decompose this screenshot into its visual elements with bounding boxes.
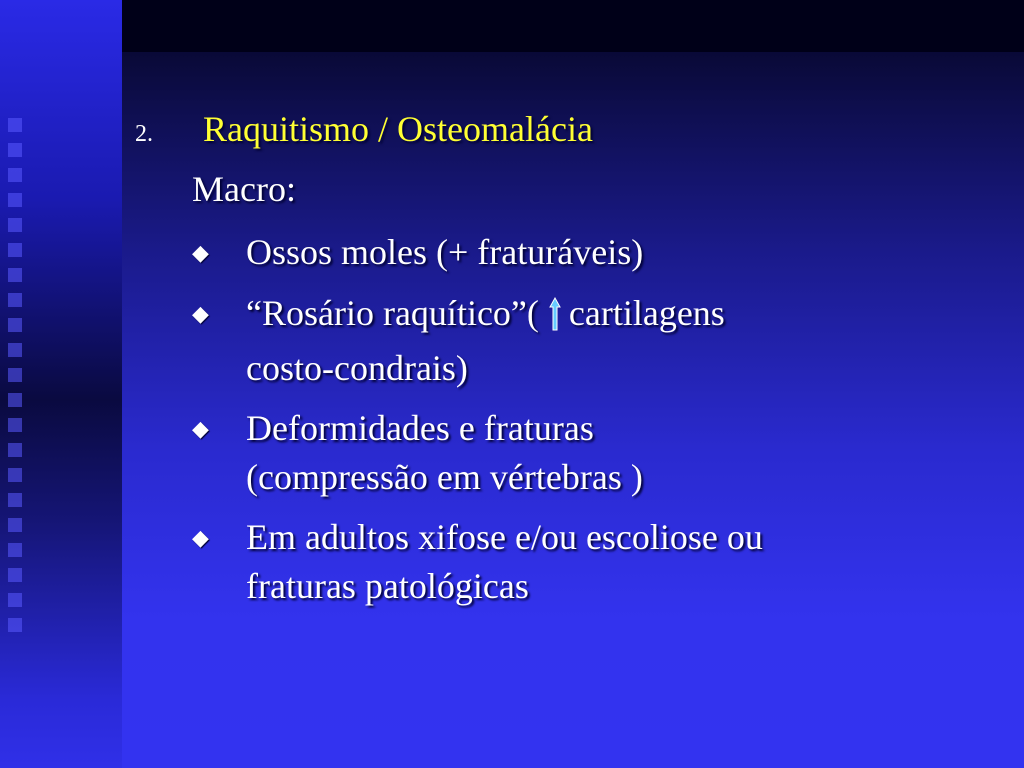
decorative-square bbox=[8, 343, 22, 357]
bullet-text-before-arrow: “Rosário raquítico”( bbox=[246, 293, 539, 333]
diamond-bullet-icon: ◆ bbox=[192, 416, 209, 441]
decorative-squares bbox=[6, 118, 34, 643]
bullet-item bbox=[186, 404, 916, 502]
bullet-text-after-arrow: cartilagens bbox=[568, 293, 725, 333]
decorative-square bbox=[8, 418, 22, 432]
bullet-line: fraturas patológicas bbox=[246, 566, 529, 606]
decorative-square bbox=[8, 468, 22, 482]
diamond-bullet-icon: ◆ bbox=[192, 240, 209, 265]
decorative-square bbox=[8, 543, 22, 557]
diamond-bullet-icon: ◆ bbox=[192, 301, 209, 326]
decorative-square bbox=[8, 393, 22, 407]
bullet-line: (compressão em vértebras ) bbox=[246, 457, 643, 497]
bullet-text bbox=[246, 289, 725, 393]
decorative-square bbox=[8, 493, 22, 507]
decorative-square bbox=[8, 518, 22, 532]
decorative-square bbox=[8, 268, 22, 282]
bullet-line: costo-condrais) bbox=[246, 348, 468, 388]
up-arrow-icon bbox=[549, 295, 561, 344]
section-number: 2. bbox=[135, 121, 153, 147]
slide-title: Raquitismo / Osteomalácia bbox=[203, 109, 593, 149]
bullet-text bbox=[246, 404, 643, 502]
decorative-square bbox=[8, 593, 22, 607]
bullet-item bbox=[186, 513, 916, 611]
bullet-line: Deformidades e fraturas bbox=[246, 408, 594, 448]
decorative-square bbox=[8, 318, 22, 332]
bullet-item bbox=[186, 228, 916, 278]
decorative-square bbox=[8, 143, 22, 157]
decorative-square bbox=[8, 568, 22, 582]
decorative-square bbox=[8, 293, 22, 307]
bullet-line bbox=[246, 289, 725, 344]
slide-title-row bbox=[135, 108, 593, 158]
bullet-text bbox=[246, 513, 763, 611]
bullet-text bbox=[246, 228, 643, 277]
bullet-line: Ossos moles (+ fraturáveis) bbox=[246, 232, 644, 272]
decorative-square bbox=[8, 618, 22, 632]
diamond-bullet-icon: ◆ bbox=[192, 525, 209, 550]
top-dark-band bbox=[122, 0, 1024, 52]
decorative-square bbox=[8, 243, 22, 257]
decorative-square bbox=[8, 218, 22, 232]
decorative-square bbox=[8, 368, 22, 382]
bullet-line: Em adultos xifose e/ou escoliose ou bbox=[246, 517, 763, 557]
bullet-item bbox=[186, 289, 916, 393]
decorative-square bbox=[8, 443, 22, 457]
decorative-square bbox=[8, 118, 22, 132]
bullet-list bbox=[186, 228, 916, 622]
decorative-square bbox=[8, 193, 22, 207]
slide-subtitle: Macro: bbox=[192, 169, 296, 209]
left-decorative-strip bbox=[0, 0, 122, 768]
decorative-square bbox=[8, 168, 22, 182]
